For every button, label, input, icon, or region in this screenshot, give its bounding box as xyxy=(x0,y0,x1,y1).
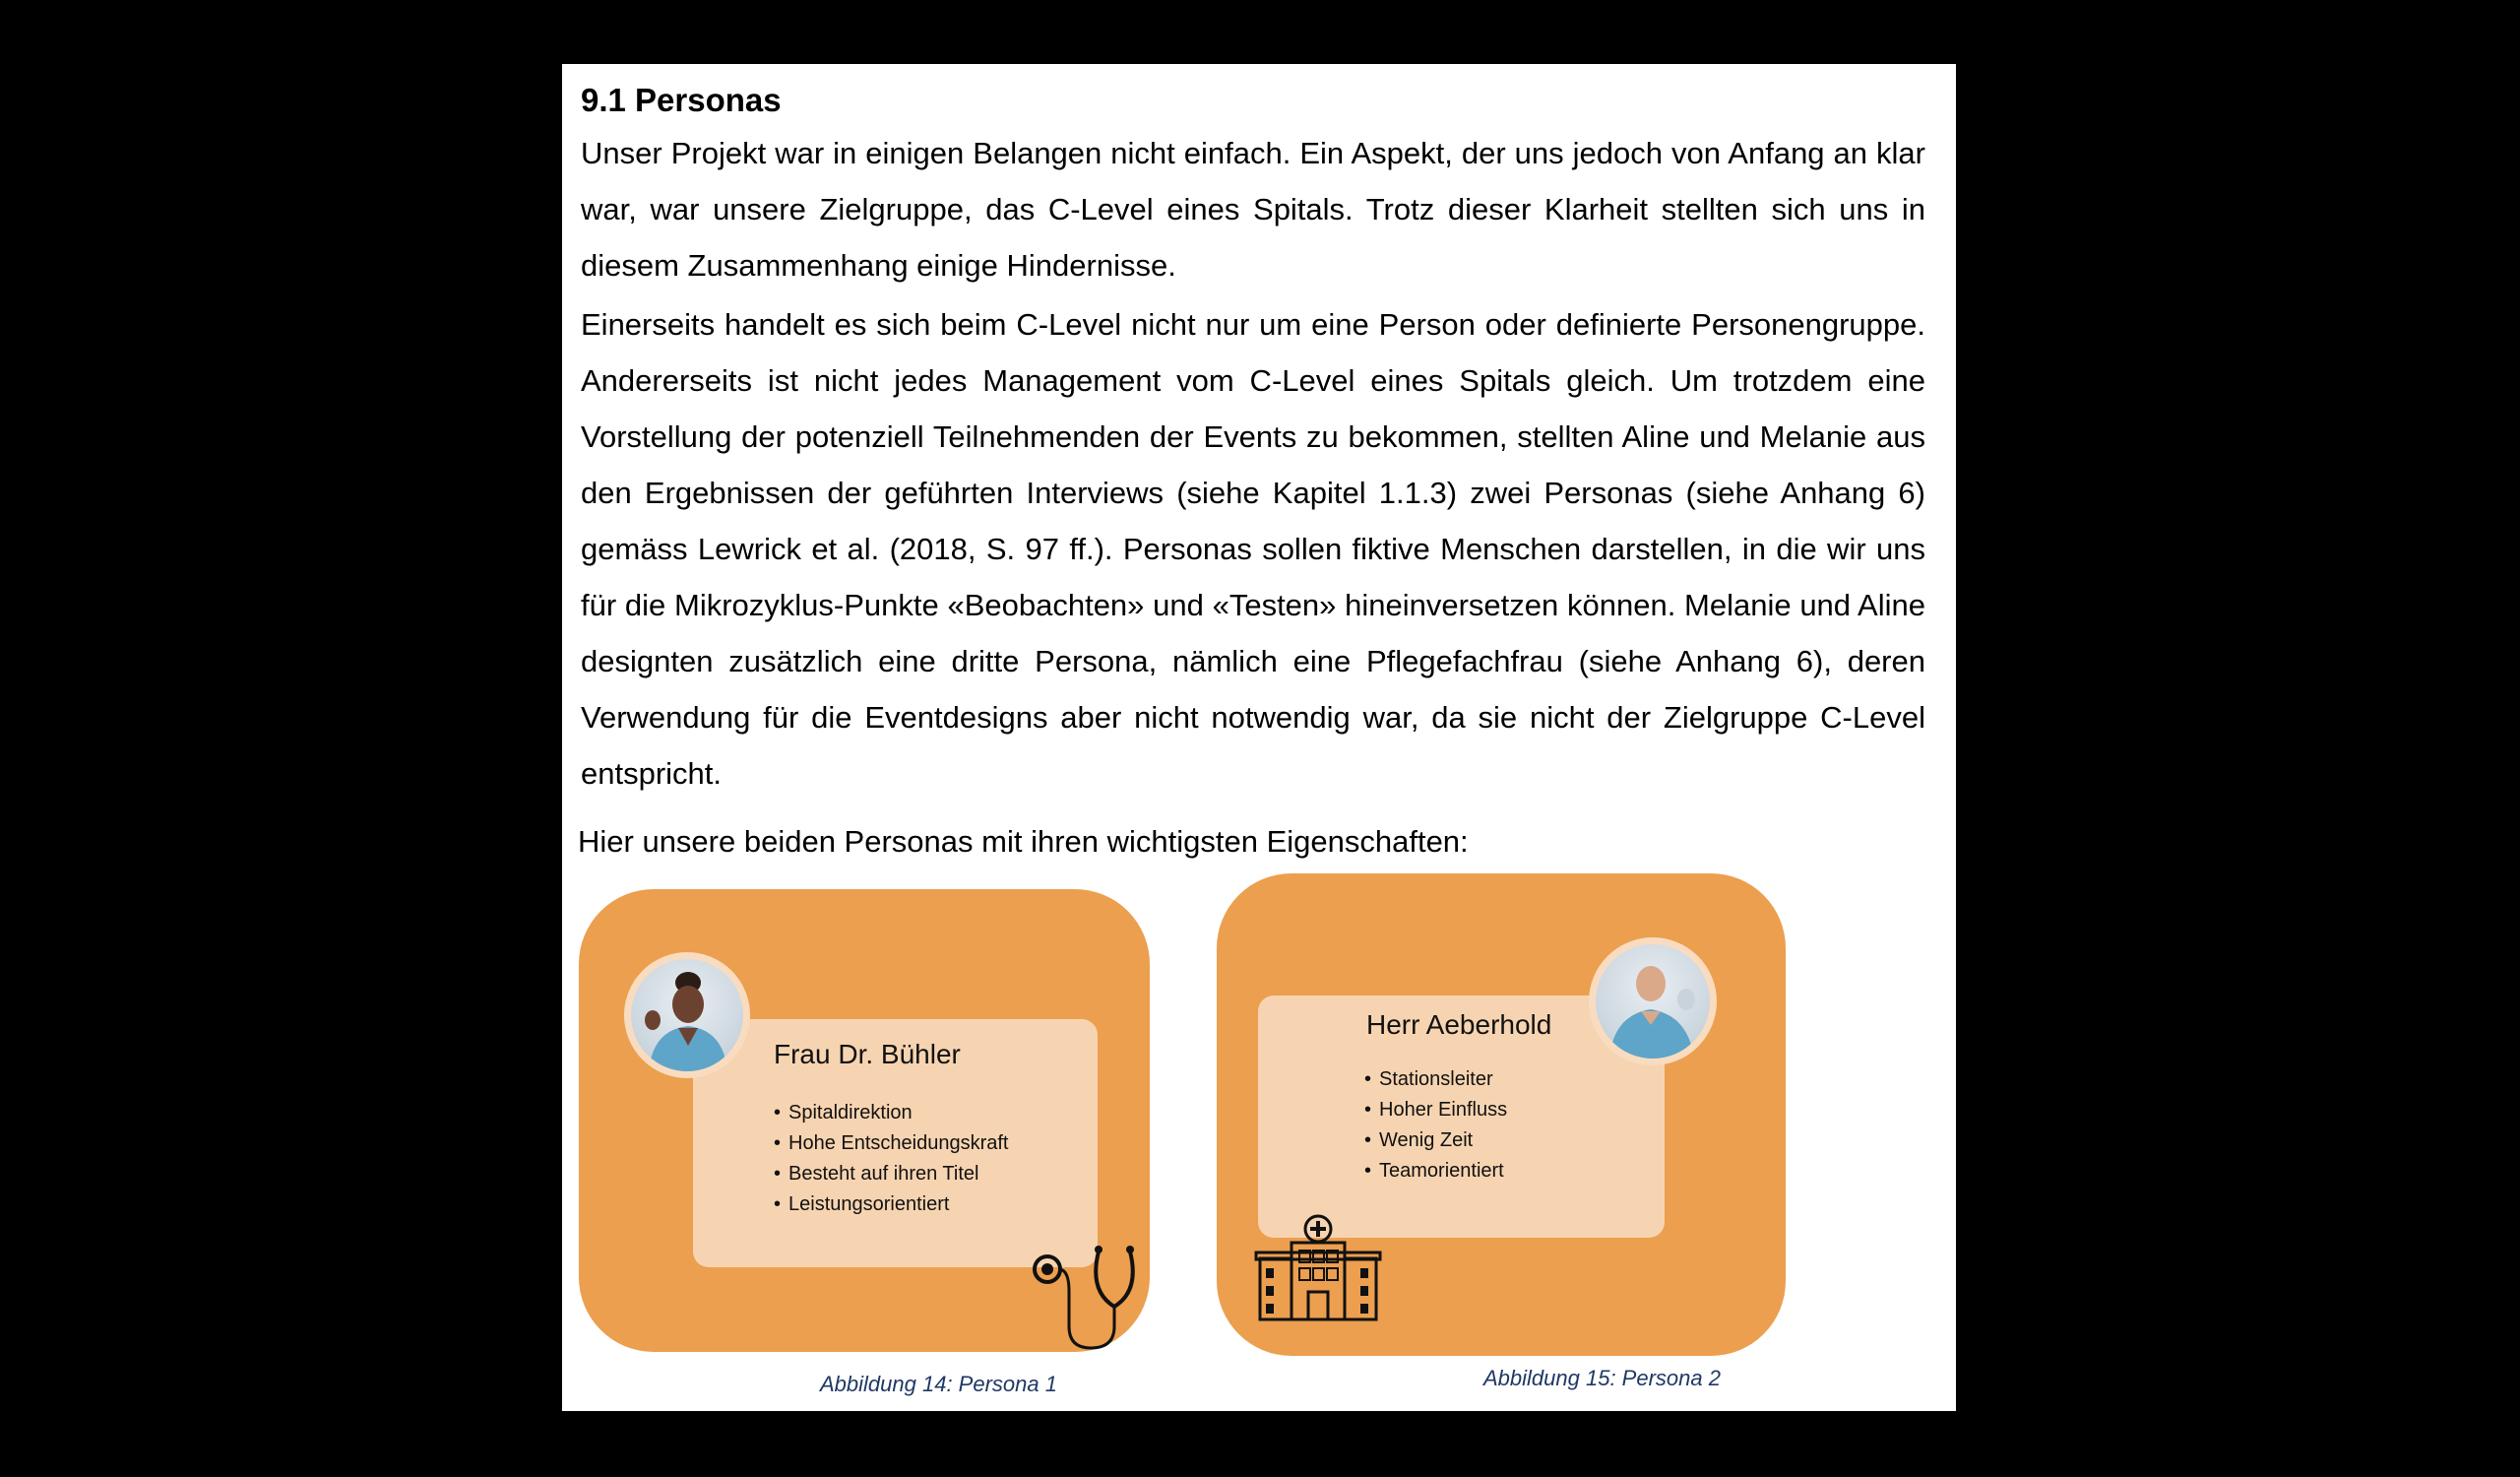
paragraph-1: Unser Projekt war in einigen Belangen nicht einfach. Ein Aspekt, der uns jedoch von Anfang an klar war, war unsere Zielgruppe, das C-Level eines Spitals. Trotz dieser Klarheit stellten sich uns in diesem Zusammenhang einige Hindernisse. xyxy=(581,136,1925,283)
personas-intro: Hier unsere beiden Personas mit ihren wichtigsten Eigenschaften: xyxy=(578,824,1469,859)
persona-1-trait: • Besteht auf ihren Titel xyxy=(774,1159,1008,1189)
female-doctor-photo-icon xyxy=(631,959,743,1071)
persona-2-caption: Abbildung 15: Persona 2 xyxy=(1483,1366,1721,1390)
persona-1-trait: • Spitaldirektion xyxy=(774,1098,1008,1128)
persona-1-caption: Abbildung 14: Persona 1 xyxy=(820,1372,1057,1396)
persona-2-trait: • Teamorientiert xyxy=(1364,1156,1507,1187)
document-page xyxy=(562,64,1956,1411)
persona-1-card xyxy=(579,889,1150,1352)
section-heading: 9.1 Personas xyxy=(581,82,782,118)
persona-1-name: Frau Dr. Bühler xyxy=(774,1039,961,1069)
persona-2-trait: • Hoher Einfluss xyxy=(1364,1095,1507,1125)
male-nurse-photo-icon xyxy=(1596,944,1710,1059)
persona-2-trait: • Wenig Zeit xyxy=(1364,1125,1507,1156)
persona-1-info-box xyxy=(693,1019,1098,1267)
persona-2-traits xyxy=(1364,1064,1507,1187)
persona-2-avatar xyxy=(1589,937,1717,1065)
persona-2-card xyxy=(1217,873,1786,1356)
persona-1-trait: • Hohe Entscheidungskraft xyxy=(774,1128,1008,1159)
persona-1-traits xyxy=(774,1098,1008,1220)
paragraph-2: Einerseits handelt es sich beim C-Level nicht nur um eine Person oder definierte Personengruppe. Andererseits ist nicht jedes Management vom C-Level eines Spitals gleich. Um trotzdem eine Vorstellung der potenziell Teilnehmenden der Events zu bekommen, stellten Aline und Melanie aus den Ergebnissen der geführten Interviews (siehe Kapitel 1.1.3) zwei Personas (siehe Anhang 6) gemäss Lewrick et al. (2018, S. 97 ff.). Personas sollen fiktive Menschen darstellen, in die wir uns für die Mikrozyklus-Punkte «Beobachten» und «Testen» hineinversetzen können. Melanie und Aline designten zusätzlich eine dritte Persona, nämlich eine Pflegefachfrau (siehe Anhang 6), deren Verwendung für die Eventdesigns aber nicht notwendig war, da sie nicht der Zielgruppe C-Level entspricht. xyxy=(581,307,1925,791)
persona-1-avatar xyxy=(624,952,750,1078)
stethoscope-icon xyxy=(1026,1232,1144,1355)
persona-2-name: Herr Aeberhold xyxy=(1366,1009,1552,1040)
persona-1-trait: • Leistungsorientiert xyxy=(774,1189,1008,1220)
persona-2-trait: • Stationsleiter xyxy=(1364,1064,1507,1095)
hospital-icon xyxy=(1254,1213,1382,1321)
